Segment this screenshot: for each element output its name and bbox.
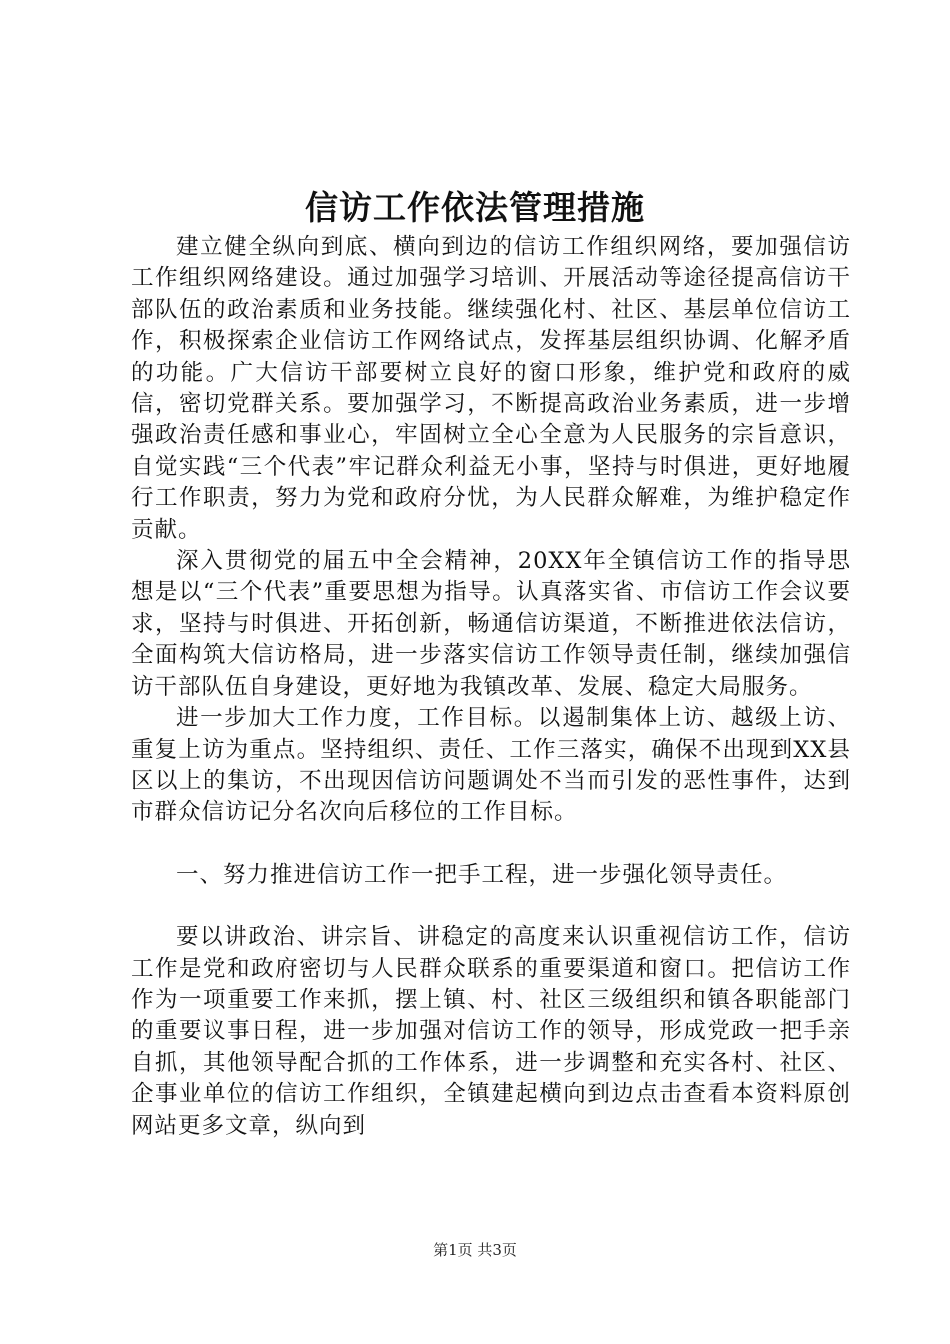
section-heading: 一、努力推进信访工作一把手工程，进一步强化领导责任。 — [176, 861, 788, 888]
paragraph: 进一步加大工作力度，工作目标。以遏制集体上访、越级上访、重复上访为重点。坚持组织、责任、工作三落实，确保不出现到XX县区以上的集访，不出现因信访问题调处不当而引发的恶性事件，达到市群众信访记分名次向后移位的工作目标。 — [131, 705, 851, 826]
paragraph: 要以讲政治、讲宗旨、讲稳定的高度来认识重视信访工作，信访工作是党和政府密切与人民群众联系的重要渠道和窗口。把信访工作作为一项重要工作来抓，摆上镇、村、社区三级组织和镇各职能部门的重要议事日程，进一步加强对信访工作的领导，形成党政一把手亲自抓，其他领导配合抓的工作体系，进一步调整和充实各村、社区、企事业单位的信访工作组织，全镇建起横向到边点击查看本资料原创网站更多文章，纵向到 — [131, 924, 851, 1139]
document-title: 信访工作依法管理措施 — [305, 188, 645, 227]
document-body — [131, 232, 851, 1142]
page-footer: 第1页 共3页 — [433, 1241, 517, 1259]
paragraph: 建立健全纵向到底、横向到边的信访工作组织网络，要加强信访工作组织网络建设。通过加强学习培训、开展活动等途径提高信访干部队伍的政治素质和业务技能。继续强化村、社区、基层单位信访工作，积极探索企业信访工作网络试点，发挥基层组织协调、化解矛盾的功能。广大信访干部要树立良好的窗口形象，维护党和政府的威信，密切党群关系。要加强学习，不断提高政治业务素质，进一步增强政治责任感和事业心，牢固树立全心全意为人民服务的宗旨意识，自觉实践“三个代表”牢记群众利益无小事，坚持与时俱进，更好地履行工作职责，努力为党和政府分忧，为人民群众解难，为维护稳定作贡献。 — [131, 234, 851, 543]
paragraph: 深入贯彻党的届五中全会精神，20XX年全镇信访工作的指导思想是以“三个代表”重要思想为指导。认真落实省、市信访工作会议要求，坚持与时俱进、开拓创新，畅通信访渠道，不断推进依法信访，全面构筑大信访格局，进一步落实信访工作领导责任制，继续加强信访干部队伍自身建设，更好地为我镇改革、发展、稳定大局服务。 — [131, 548, 851, 700]
